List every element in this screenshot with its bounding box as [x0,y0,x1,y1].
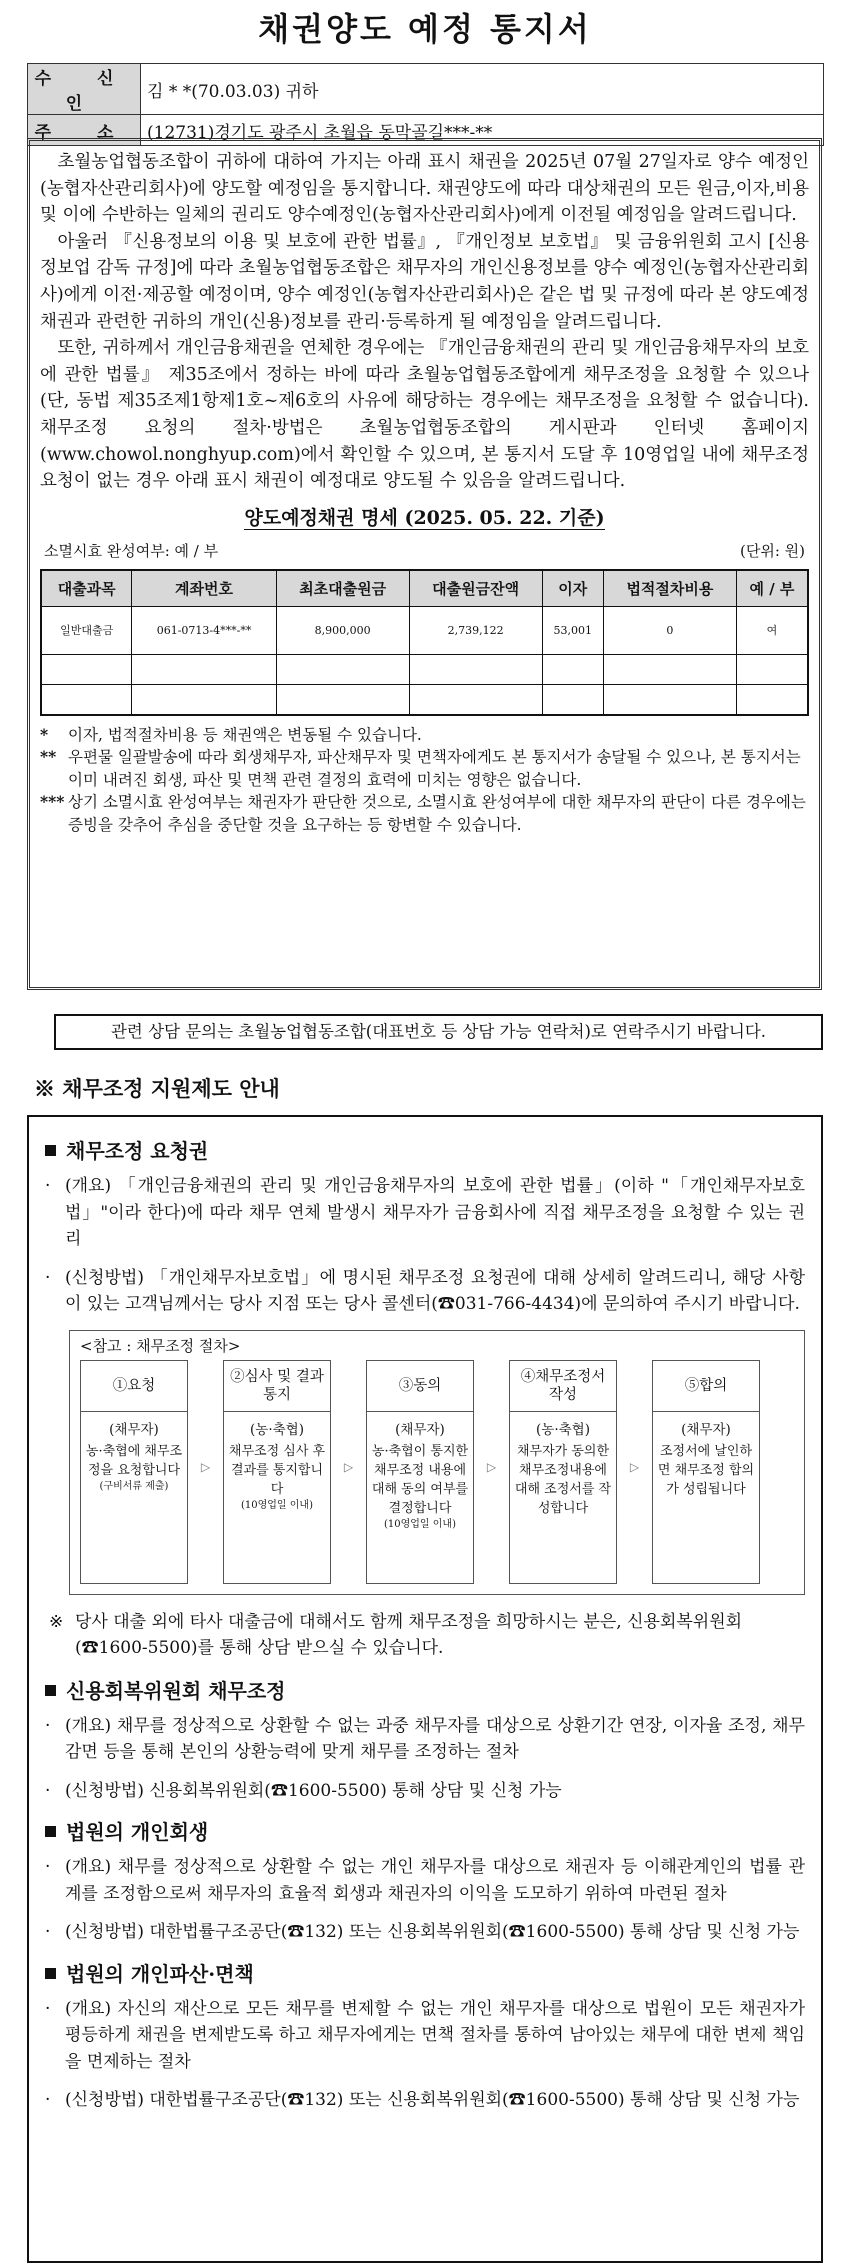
section-item: (개요) 채무를 정상적으로 상환할 수 없는 과중 채무자를 대상으로 상환기간 연장, 이자율 조정, 채무감면 등을 통해 본인의 상환능력에 맞게 채무를 조정하는 절차 [65,1715,805,1762]
square-bullet-icon [45,1685,56,1696]
square-bullet-icon [45,1968,56,1979]
cell-interest: 53,001 [542,606,603,654]
recipient-label: 수 신 인 [28,64,141,115]
col-header: 계좌번호 [132,570,276,607]
procedure-step: ②심사 및 결과통지 (농·축협) 채무조정 심사 후 결과를 통지합니다 (10영업일 이내) [223,1360,331,1584]
section-heading: 신용회복위원회 채무조정 [45,1675,805,1704]
note-text: 상기 소멸시효 완성여부는 채권자가 판단한 것으로, 소멸시효 완성여부에 대한 채무자의 판단이 다른 경우에는 증빙을 갖추어 추심을 중단할 것을 요구하는 등 항변할 수 있습니다. [68,793,806,834]
col-header: 예 / 부 [736,570,808,607]
note-mark: *** [40,792,65,812]
remark-text: 당사 대출 외에 타사 대출금에 대해서도 함께 채무조정을 희망하시는 분은, 신용회복위원회(☎1600-5500)를 통해 상담 받으실 수 있습니다. [75,1611,743,1658]
cell-legal-cost: 0 [603,606,736,654]
note-text: 이자, 법적절차비용 등 채권액은 변동될 수 있습니다. [68,725,422,744]
address-value: (12731)경기도 광주시 초월읍 동막골길***-** [141,115,824,146]
procedure-step: ④채무조정서 작성 (농·축협) 채무자가 동의한 채무조정내용에 대해 조정서를 작성합니다 [509,1360,617,1584]
cell-loan-type: 일반대출금 [41,606,132,654]
procedure-step: ③동의 (채무자) 농·축협이 통지한 채무조정 내용에 대해 동의 여부를 결정합니다 (10영업일 이내) [366,1360,474,1584]
schedule-table [40,569,809,716]
schedule-title: 양도예정채권 명세 (2025. 05. 22. 기준) [244,506,605,529]
remark: ※ 당사 대출 외에 타사 대출금에 대해서도 함께 채무조정을 희망하시는 분은, 신용회복위원회(☎1600-5500)를 통해 상담 받으실 수 있습니다. [49,1609,805,1661]
col-header: 이자 [542,570,603,607]
recipient-table [27,63,824,146]
arrow-right-icon: ▷ [629,1459,640,1474]
section-heading: 법원의 개인파산·면책 [45,1958,805,1987]
cell-completion: 여 [736,606,808,654]
section-item: (개요) 채무를 정상적으로 상환할 수 없는 개인 채무자를 대상으로 채권자 등 이해관계인의 법률 관계를 조정함으로써 채무자의 효율적 회생과 채권자의 이익을 도모하기 위하여 마련된 절차 [65,1857,805,1904]
intro-paragraph-3: 또한, 귀하께서 개인금융채권을 연체한 경우에는 『개인금융채권의 관리 및 개인금융채무자의 보호에 관한 법률』 제35조에서 정하는 바에 따라 초월농업협동조합에게 채무조정을 요청할 수 있으나(단, 동법 제35조제1항제1호~제6호의 사유에 해당하는 경우에는 채무조정을 요청할 수 없습니다). 채무조정 요청의 절차·방법은 초월농업협동조합의 게시판과 인터넷 홈페이지(www.chowol.nonghyup.com)에서 확인할 수 있으며, 본 통지서 도달 후 10영업일 내에 채무조정 요청이 없는 경우 아래 표시 채권이 예정대로 양도될 수 있음을 알려드립니다. [40,338,809,492]
square-bullet-icon [45,1145,56,1156]
arrow-right-icon: ▷ [486,1459,497,1474]
section-item: (신청방법) 「개인채무자보호법」에 명시된 채무조정 요청권에 대해 상세히 알려드리니, 해당 사항이 있는 고객님께서는 당사 지점 또는 당사 콜센터(☎031-766-4434)에 문의하여 주시기 바랍니다. [65,1267,805,1314]
section-item: (신청방법) 신용회복위원회(☎1600-5500) 통해 상담 및 신청 가능 [65,1780,562,1801]
section-heading: 법원의 개인회생 [45,1816,805,1845]
guide-title: ※ 채무조정 지원제도 안내 [34,1076,280,1101]
procedure-step: ①요청 (채무자) 농·축협에 채무조정을 요청합니다 (구비서류 제출) [80,1360,188,1584]
intro-paragraph-2: 아울러 『신용정보의 이용 및 보호에 관한 법률』, 『개인정보 보호법』 및 금융위원회 고시 [신용정보업 감독 규정]에 따라 초월농업협동조합은 채무자의 개인신용정보를 양수 예정인(농협자산관리회사)에게 이전·제공할 예정이며, 양수 예정인(농협자산관리회사)은 같은 법 및 규정에 따라 본 양도예정채권과 관련한 귀하의 개인(신용)정보를 관리·등록하게 될 예정임을 알려드립니다. [40,231,809,332]
recipient-value: 김 * *(70.03.03) 귀하 [141,64,824,115]
note-text: 우편물 일괄발송에 따라 회생채무자, 파산채무자 및 면책자에게도 본 통지서가 송달될 수 있으나, 본 통지서는 이미 내려진 회생, 파산 및 면책 관련 결정의 효력에 미치는 영향은 없습니다. [68,748,801,789]
procedure-caption: <참고 : 채무조정 절차> [80,1336,241,1355]
col-header: 대출과목 [41,570,132,607]
section-item: (신청방법) 대한법률구조공단(☎132) 또는 신용회복위원회(☎1600-5500) 통해 상담 및 신청 가능 [65,1922,800,1942]
table-row [41,654,808,684]
col-header: 법적절차비용 [603,570,736,607]
cell-account: 061-0713-4***-** [132,606,276,654]
unit-label: (단위: 원) [740,541,805,560]
section-heading: 채무조정 요청권 [45,1135,805,1164]
section-item: (개요) 자신의 재산으로 모든 채무를 변제할 수 없는 개인 채무자를 대상으로 법원이 모든 채권자가 평등하게 채권을 변제받도록 하고 채무자에게는 면책 절차를 통하여 남아있는 채무에 대한 변제 책임을 면제하는 절차 [65,1998,805,2072]
guide-box: 채무조정 요청권 · (개요) 「개인금융채권의 관리 및 개인금융채무자의 보호에 관한 법률」(이하 "「개인채무자보호법」"이라 한다)에 따라 채무 연체 발생시 채무자가 금융회사에 직접 채무조정을 요청할 수 있는 권리 · (신청방법) 「개인채무자보호법」에 명시된 채무조정 요청권에 대해 상세히 알려드리니, 해당 사항이 있는 고객님께서는 당사 지점 또는 당사 콜센터(☎031-766-4434)에 문의하여 주시기 바랍니다. <참고 : 채무조정 절차> ①요청 (채무자) 농·축협에 채무조정을 요청합니다 (구비서류 제출) ▷ ②심사 및 결과통지 (농·축협) 채무조정 심사 후 결과를 통지합니다 (10영업일 이내) ▷ ③동의 (채무자) 농·축협이 통지한 채무조정 내용에 대해 동의 여부를 결정합니다 (10영업일 이내) ▷ ④채무조정서 작성 (농·축협) 채무자가 동의한 채무조정내용에 대해 조정서를 작성합니다 ▷ ⑤합의 (채무자) 조정서에 날인하면 채무조정 합의가 성립됩니다 ※ 당사 대출 외에 타사 대출금에 대해서도 함께 채무조정을 희망하시는 분은, 신용회복위원회(☎1600-5500)를 통해 상담 받으실 수 있습니다. 신용회복위원회 채무조정 · (개요) 채무를 정상적으로 상환할 수 없는 과중 채무자를 대상으로 상환기간 연장, 이자율 조정, 채무감면 등을 통해 본인의 상환능력에 맞게 채무를 조정하는 절차 · (신청방법) 신용회복위원회(☎1600-5500) 통해 상담 및 신청 가능 법원의 개인회생 · (개요) 채무를 정상적으로 상환할 수 없는 개인 채무자를 대상으로 채권자 등 이해관계인의 법률 관계를 조정함으로써 채무자의 효율적 회생과 채권자의 이익을 도모하기 위하여 마련된 절차 · (신청방법) 대한법률구조공단(☎132) 또는 신용회복위원회(☎1600-5500) 통해 상담 및 신청 가능 법원의 개인파산·면책 · (개요) 자신의 재산으로 모든 채무를 변제할 수 없는 개인 채무자를 대상으로 법원이 모든 채권자가 평등하게 채권을 변제받도록 하고 채무자에게는 면책 절차를 통하여 남아있는 채무에 대한 변제 책임을 면제하는 절차 · (신청방법) 대한법률구조공단(☎132) 또는 신용회복위원회(☎1600-5500) 통해 상담 및 신청 가능 [27,1115,823,2263]
col-header: 최초대출원금 [276,570,409,607]
document-title: 채권양도 예정 통지서 [258,10,592,48]
procedure-step: ⑤합의 (채무자) 조정서에 날인하면 채무조정 합의가 성립됩니다 [652,1360,760,1584]
table-row [41,606,808,654]
notes-list [40,724,809,837]
cell-balance: 2,739,122 [409,606,542,654]
col-header: 대출원금잔액 [409,570,542,607]
notice-body-box [27,138,822,990]
table-row [41,684,808,715]
address-label: 주 소 [28,115,141,146]
procedure-box [69,1330,805,1595]
arrow-right-icon: ▷ [200,1459,211,1474]
arrow-right-icon: ▷ [343,1459,354,1474]
cell-initial-principal: 8,900,000 [276,606,409,654]
note-mark: * [40,724,49,744]
note-mark: ** [40,747,57,767]
completion-label: 소멸시효 완성여부: 예 / 부 [44,541,219,560]
section-item: (개요) 「개인금융채권의 관리 및 개인금융채무자의 보호에 관한 법률」(이하 "「개인채무자보호법」"이라 한다)에 따라 채무 연체 발생시 채무자가 금융회사에 직접 채무조정을 요청할 수 있는 권리 [65,1176,805,1249]
square-bullet-icon [45,1826,56,1837]
section-item: (신청방법) 대한법률구조공단(☎132) 또는 신용회복위원회(☎1600-5500) 통해 상담 및 신청 가능 [65,2090,800,2110]
contact-box: 관련 상담 문의는 초월농업협동조합(대표번호 등 상담 가능 연락처)로 연락주시기 바랍니다. [54,1014,823,1050]
intro-paragraph-1: 초월농업협동조합이 귀하에 대하여 가지는 아래 표시 채권을 2025년 07월 27일자로 양수 예정인(농협자산관리회사)에 양도할 예정임을 통지합니다. 채권양도에 따라 대상채권의 모든 원금,이자,비용 및 이에 수반하는 일체의 권리도 양수예정인(농협자산관리회사)에게 이전될 예정임을 알려드립니다. [40,152,809,226]
